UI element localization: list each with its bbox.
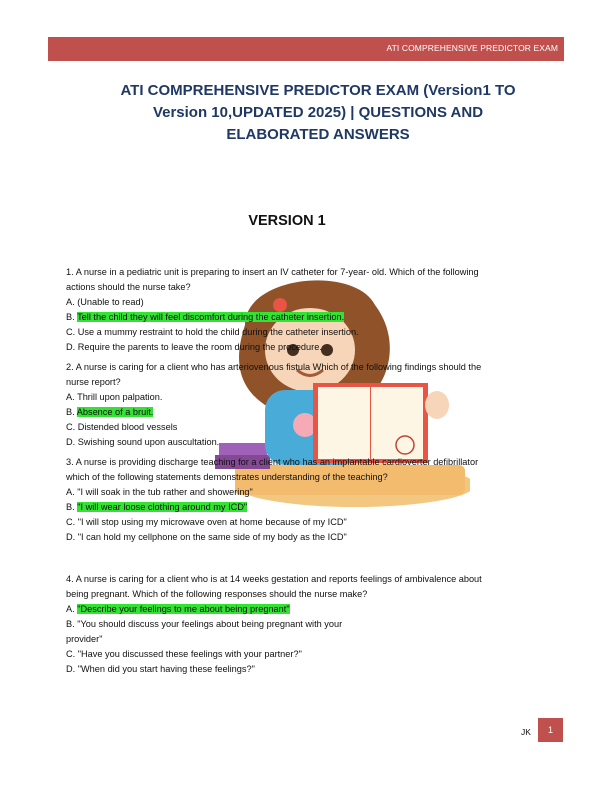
- page-number: 1: [538, 718, 563, 742]
- question-stem: 4. A nurse is caring for a client who is at 14 weeks gestation and reports feelings of ambivalence about: [66, 574, 482, 584]
- answer-option: D. "When did you start having these feelings?": [66, 664, 255, 674]
- answer-option-correct: B. Tell the child they will feel discomfort during the catheter insertion.: [66, 312, 345, 322]
- title-line-2: Version 10,UPDATED 2025) | QUESTIONS AND: [152, 104, 484, 121]
- question-1: [66, 265, 536, 355]
- answer-option-correct: B. "I will wear loose clothing around my ICD": [66, 502, 248, 512]
- answer-option-correct: A. "Describe your feelings to me about being pregnant": [66, 604, 290, 614]
- answer-option: D. Require the parents to leave the room during the procedure.: [66, 342, 322, 352]
- answer-option: A. "I will soak in the tub rather and showering": [66, 487, 253, 497]
- answer-option: C. "I will stop using my microwave oven at home because of my ICD": [66, 517, 347, 527]
- question-stem: 1. A nurse in a pediatric unit is preparing to insert an IV catheter for 7-year- old. Which of the following: [66, 267, 479, 277]
- question-stem: 2. A nurse is caring for a client who has arteriovenous fistula Which of the following findings should the: [66, 362, 482, 372]
- answer-option-correct: B. Absence of a bruit.: [66, 407, 154, 417]
- header-text: ATI COMPREHENSIVE PREDICTOR EXAM: [386, 43, 558, 53]
- answer-option: B. "You should discuss your feelings about being pregnant with your: [66, 619, 343, 629]
- question-stem: being pregnant. Which of the following responses should the nurse make?: [66, 589, 368, 599]
- question-stem: 3. A nurse is providing discharge teaching for a client who has an implantable cardioverter defibrillator: [66, 457, 479, 467]
- title-line-3: ELABORATED ANSWERS: [226, 126, 410, 143]
- question-stem: which of the following statements demonstrates understanding of the teaching?: [66, 472, 388, 482]
- answer-option: D. Swishing sound upon auscultation.: [66, 437, 220, 447]
- header-bar: [48, 37, 564, 61]
- answer-option: C. Distended blood vessels: [66, 422, 178, 432]
- question-stem: nurse report?: [66, 377, 121, 387]
- answer-option: C. "Have you discussed these feelings with your partner?": [66, 649, 302, 659]
- answer-option: A. (Unable to read): [66, 297, 144, 307]
- question-3: [66, 455, 536, 545]
- answer-option: provider": [66, 634, 103, 644]
- question-2: [66, 360, 536, 450]
- document-title: [60, 80, 576, 146]
- answer-option: A. Thrill upon palpation.: [66, 392, 163, 402]
- question-stem: actions should the nurse take?: [66, 282, 191, 292]
- answer-option: C. Use a mummy restraint to hold the child during the catheter insertion.: [66, 327, 359, 337]
- question-4: [66, 572, 536, 677]
- footer-initials: JK: [521, 727, 531, 737]
- answer-option: D. "I can hold my cellphone on the same side of my body as the ICD": [66, 532, 347, 542]
- title-line-1: ATI COMPREHENSIVE PREDICTOR EXAM (Version1 TO: [120, 82, 516, 99]
- version-heading: VERSION 1: [248, 213, 326, 229]
